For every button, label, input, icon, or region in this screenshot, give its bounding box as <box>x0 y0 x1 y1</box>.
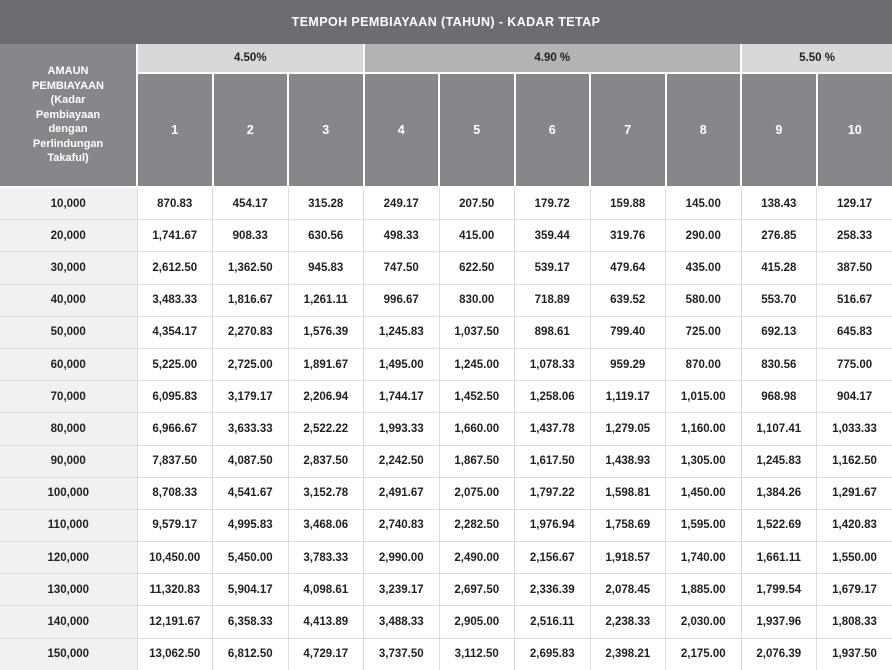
financing-table <box>0 44 892 670</box>
installment-cell: 2,491.67 <box>364 477 440 509</box>
installment-cell: 258.33 <box>817 220 892 252</box>
installment-cell: 1,033.33 <box>817 413 892 445</box>
installment-cell: 2,837.50 <box>288 445 364 477</box>
table-row <box>0 542 892 574</box>
year-column-header-7: 7 <box>590 73 666 187</box>
table-row <box>0 445 892 477</box>
table-row <box>0 316 892 348</box>
installment-cell: 1,741.67 <box>137 220 213 252</box>
table-row <box>0 606 892 638</box>
installment-cell: 1,758.69 <box>590 509 666 541</box>
year-column-header-4: 4 <box>364 73 440 187</box>
installment-cell: 1,291.67 <box>817 477 892 509</box>
installment-cell: 3,239.17 <box>364 574 440 606</box>
installment-cell: 2,990.00 <box>364 542 440 574</box>
installment-cell: 2,516.11 <box>515 606 591 638</box>
row-amount-label: 100,000 <box>0 477 137 509</box>
installment-cell: 1,598.81 <box>590 477 666 509</box>
installment-cell: 1,362.50 <box>213 252 289 284</box>
installment-cell: 2,490.00 <box>439 542 515 574</box>
installment-cell: 747.50 <box>364 252 440 284</box>
table-row <box>0 220 892 252</box>
installment-cell: 1,576.39 <box>288 316 364 348</box>
installment-cell: 3,737.50 <box>364 638 440 670</box>
installment-cell: 799.40 <box>590 316 666 348</box>
installment-cell: 1,495.00 <box>364 348 440 380</box>
installment-cell: 6,095.83 <box>137 381 213 413</box>
year-column-header-10: 10 <box>817 73 892 187</box>
installment-cell: 2,242.50 <box>364 445 440 477</box>
installment-cell: 639.52 <box>590 284 666 316</box>
installment-cell: 435.00 <box>666 252 742 284</box>
installment-cell: 1,522.69 <box>741 509 817 541</box>
installment-cell: 622.50 <box>439 252 515 284</box>
installment-cell: 1,450.00 <box>666 477 742 509</box>
year-column-header-6: 6 <box>515 73 591 187</box>
installment-cell: 1,661.11 <box>741 542 817 574</box>
table-row <box>0 638 892 670</box>
installment-cell: 725.00 <box>666 316 742 348</box>
installment-cell: 4,995.83 <box>213 509 289 541</box>
installment-cell: 516.67 <box>817 284 892 316</box>
installment-cell: 1,015.00 <box>666 381 742 413</box>
installment-cell: 2,156.67 <box>515 542 591 574</box>
installment-cell: 2,336.39 <box>515 574 591 606</box>
table-row <box>0 348 892 380</box>
table-head <box>0 44 892 187</box>
installment-cell: 1,679.17 <box>817 574 892 606</box>
rate-group-row <box>0 44 892 73</box>
table-row <box>0 413 892 445</box>
installment-cell: 2,282.50 <box>439 509 515 541</box>
installment-cell: 1,740.00 <box>666 542 742 574</box>
installment-cell: 2,695.83 <box>515 638 591 670</box>
installment-cell: 4,729.17 <box>288 638 364 670</box>
installment-cell: 415.28 <box>741 252 817 284</box>
installment-cell: 479.64 <box>590 252 666 284</box>
installment-cell: 315.28 <box>288 187 364 220</box>
installment-cell: 12,191.67 <box>137 606 213 638</box>
installment-cell: 1,660.00 <box>439 413 515 445</box>
installment-cell: 1,437.78 <box>515 413 591 445</box>
amount-header-line-5: dengan <box>48 123 88 136</box>
installment-cell: 498.33 <box>364 220 440 252</box>
installment-cell: 359.44 <box>515 220 591 252</box>
installment-cell: 3,483.33 <box>137 284 213 316</box>
installment-cell: 2,725.00 <box>213 348 289 380</box>
row-amount-label: 90,000 <box>0 445 137 477</box>
installment-cell: 580.00 <box>666 284 742 316</box>
installment-cell: 2,076.39 <box>741 638 817 670</box>
installment-cell: 2,740.83 <box>364 509 440 541</box>
row-amount-label: 60,000 <box>0 348 137 380</box>
installment-cell: 645.83 <box>817 316 892 348</box>
installment-cell: 2,238.33 <box>590 606 666 638</box>
installment-cell: 3,783.33 <box>288 542 364 574</box>
installment-cell: 2,175.00 <box>666 638 742 670</box>
table-row <box>0 574 892 606</box>
row-amount-label: 120,000 <box>0 542 137 574</box>
installment-cell: 1,885.00 <box>666 574 742 606</box>
row-amount-label: 140,000 <box>0 606 137 638</box>
installment-cell: 11,320.83 <box>137 574 213 606</box>
installment-cell: 290.00 <box>666 220 742 252</box>
page-title: TEMPOH PEMBIAYAAN (TAHUN) - KADAR TETAP <box>291 15 601 29</box>
rate-group-header-2: 5.50 % <box>741 44 892 73</box>
installment-cell: 1,595.00 <box>666 509 742 541</box>
installment-cell: 1,258.06 <box>515 381 591 413</box>
installment-cell: 1,119.17 <box>590 381 666 413</box>
installment-cell: 1,245.00 <box>439 348 515 380</box>
installment-cell: 1,305.00 <box>666 445 742 477</box>
installment-cell: 249.17 <box>364 187 440 220</box>
installment-cell: 3,179.17 <box>213 381 289 413</box>
row-amount-label: 110,000 <box>0 509 137 541</box>
installment-cell: 1,160.00 <box>666 413 742 445</box>
installment-cell: 870.00 <box>666 348 742 380</box>
table-body <box>0 187 892 670</box>
installment-cell: 319.76 <box>590 220 666 252</box>
amount-header-line-7: Takaful) <box>47 152 89 165</box>
year-column-header-3: 3 <box>288 73 364 187</box>
installment-cell: 1,617.50 <box>515 445 591 477</box>
installment-cell: 1,261.11 <box>288 284 364 316</box>
amount-header-line-1: AMAUN <box>47 65 89 78</box>
installment-cell: 1,245.83 <box>364 316 440 348</box>
row-amount-label: 10,000 <box>0 187 137 220</box>
installment-cell: 1,107.41 <box>741 413 817 445</box>
installment-cell: 996.67 <box>364 284 440 316</box>
installment-cell: 1,816.67 <box>213 284 289 316</box>
installment-cell: 4,087.50 <box>213 445 289 477</box>
installment-cell: 692.13 <box>741 316 817 348</box>
installment-cell: 3,633.33 <box>213 413 289 445</box>
installment-cell: 1,976.94 <box>515 509 591 541</box>
installment-cell: 5,225.00 <box>137 348 213 380</box>
installment-cell: 2,905.00 <box>439 606 515 638</box>
installment-cell: 2,030.00 <box>666 606 742 638</box>
installment-cell: 138.43 <box>741 187 817 220</box>
year-column-header-1: 1 <box>137 73 213 187</box>
row-amount-label: 50,000 <box>0 316 137 348</box>
installment-cell: 1,162.50 <box>817 445 892 477</box>
installment-cell: 4,413.89 <box>288 606 364 638</box>
amount-header-line-6: Perlindungan <box>32 137 104 150</box>
installment-cell: 1,452.50 <box>439 381 515 413</box>
installment-cell: 775.00 <box>817 348 892 380</box>
table-row <box>0 252 892 284</box>
installment-cell: 2,206.94 <box>288 381 364 413</box>
row-amount-label: 130,000 <box>0 574 137 606</box>
installment-cell: 1,744.17 <box>364 381 440 413</box>
installment-cell: 1,279.05 <box>590 413 666 445</box>
installment-cell: 2,697.50 <box>439 574 515 606</box>
installment-cell: 1,797.22 <box>515 477 591 509</box>
installment-cell: 387.50 <box>817 252 892 284</box>
installment-cell: 830.56 <box>741 348 817 380</box>
table-row <box>0 187 892 220</box>
installment-cell: 3,468.06 <box>288 509 364 541</box>
installment-cell: 718.89 <box>515 284 591 316</box>
row-amount-label: 30,000 <box>0 252 137 284</box>
installment-cell: 8,708.33 <box>137 477 213 509</box>
installment-cell: 553.70 <box>741 284 817 316</box>
installment-cell: 1,438.93 <box>590 445 666 477</box>
row-amount-label: 150,000 <box>0 638 137 670</box>
installment-cell: 4,098.61 <box>288 574 364 606</box>
installment-cell: 3,112.50 <box>439 638 515 670</box>
installment-cell: 870.83 <box>137 187 213 220</box>
installment-cell: 2,522.22 <box>288 413 364 445</box>
amount-header-cell <box>0 44 137 187</box>
installment-cell: 3,488.33 <box>364 606 440 638</box>
installment-cell: 898.61 <box>515 316 591 348</box>
row-amount-label: 20,000 <box>0 220 137 252</box>
installment-cell: 1,937.96 <box>741 606 817 638</box>
table-row <box>0 381 892 413</box>
installment-cell: 968.98 <box>741 381 817 413</box>
row-amount-label: 70,000 <box>0 381 137 413</box>
installment-cell: 10,450.00 <box>137 542 213 574</box>
installment-cell: 630.56 <box>288 220 364 252</box>
installment-cell: 454.17 <box>213 187 289 220</box>
installment-cell: 2,612.50 <box>137 252 213 284</box>
installment-cell: 145.00 <box>666 187 742 220</box>
installment-cell: 904.17 <box>817 381 892 413</box>
installment-cell: 1,891.67 <box>288 348 364 380</box>
row-amount-label: 40,000 <box>0 284 137 316</box>
table-row <box>0 509 892 541</box>
installment-cell: 7,837.50 <box>137 445 213 477</box>
installment-cell: 1,384.26 <box>741 477 817 509</box>
amount-header-line-3: (Kadar <box>50 94 86 107</box>
installment-cell: 6,358.33 <box>213 606 289 638</box>
amount-header-line-2: PEMBIAYAAN <box>32 79 104 92</box>
table-row <box>0 284 892 316</box>
installment-cell: 5,904.17 <box>213 574 289 606</box>
installment-cell: 2,270.83 <box>213 316 289 348</box>
installment-cell: 6,966.67 <box>137 413 213 445</box>
installment-cell: 2,075.00 <box>439 477 515 509</box>
installment-cell: 1,918.57 <box>590 542 666 574</box>
installment-cell: 1,420.83 <box>817 509 892 541</box>
year-column-header-9: 9 <box>741 73 817 187</box>
installment-cell: 4,541.67 <box>213 477 289 509</box>
installment-cell: 9,579.17 <box>137 509 213 541</box>
installment-cell: 2,078.45 <box>590 574 666 606</box>
installment-cell: 1,937.50 <box>817 638 892 670</box>
rate-group-header-0: 4.50% <box>137 44 364 73</box>
installment-cell: 959.29 <box>590 348 666 380</box>
installment-cell: 908.33 <box>213 220 289 252</box>
installment-cell: 179.72 <box>515 187 591 220</box>
installment-cell: 5,450.00 <box>213 542 289 574</box>
installment-cell: 1,993.33 <box>364 413 440 445</box>
installment-cell: 830.00 <box>439 284 515 316</box>
installment-cell: 1,550.00 <box>817 542 892 574</box>
installment-cell: 13,062.50 <box>137 638 213 670</box>
installment-cell: 207.50 <box>439 187 515 220</box>
table-title-bar <box>0 0 892 44</box>
installment-cell: 3,152.78 <box>288 477 364 509</box>
installment-cell: 159.88 <box>590 187 666 220</box>
row-amount-label: 80,000 <box>0 413 137 445</box>
installment-cell: 6,812.50 <box>213 638 289 670</box>
installment-cell: 4,354.17 <box>137 316 213 348</box>
amount-header-line-4: Pembiayaan <box>35 108 101 121</box>
installment-cell: 276.85 <box>741 220 817 252</box>
installment-cell: 1,037.50 <box>439 316 515 348</box>
installment-cell: 1,078.33 <box>515 348 591 380</box>
installment-cell: 1,245.83 <box>741 445 817 477</box>
year-column-header-5: 5 <box>439 73 515 187</box>
table-row <box>0 477 892 509</box>
installment-cell: 2,398.21 <box>590 638 666 670</box>
rate-group-header-1: 4.90 % <box>364 44 742 73</box>
installment-cell: 945.83 <box>288 252 364 284</box>
installment-cell: 1,799.54 <box>741 574 817 606</box>
year-column-header-8: 8 <box>666 73 742 187</box>
installment-cell: 1,808.33 <box>817 606 892 638</box>
installment-cell: 415.00 <box>439 220 515 252</box>
installment-cell: 129.17 <box>817 187 892 220</box>
installment-cell: 539.17 <box>515 252 591 284</box>
installment-cell: 1,867.50 <box>439 445 515 477</box>
year-column-header-2: 2 <box>213 73 289 187</box>
